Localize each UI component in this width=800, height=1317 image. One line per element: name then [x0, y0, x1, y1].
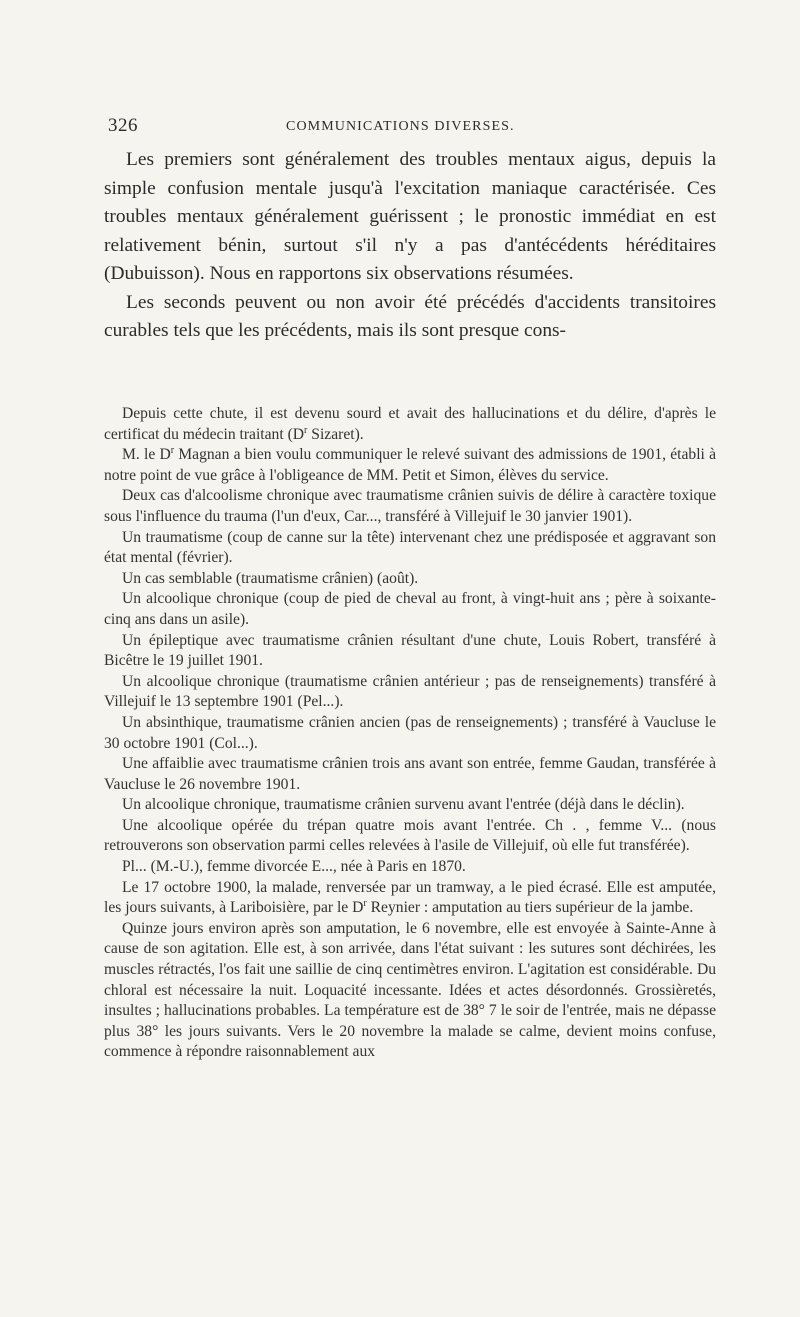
note-paragraph-15: Quinze jours environ après son amputation, le 6 novembre, elle est envoyée à Sainte-Anne à cause de son agitation. Elle est, à son arrivée, dans l'état suivant : les sutures sont déchirées, les muscles rétractés, l'os fait une saillie de cinq centimètres environ. L'agitation est considérable. Du chloral est nécessaire la nuit. Loquacité incessante. Idées et actes désordonnés. Grossièretés, insultes ; hallucinations probables. La température est de 38° 7 le soir de l'entrée, mais ne dépasse plus 38° les jours suivants. Vers le 20 novembre la malade se calme, devient moins confuse, commence à répondre raisonnablement aux	[104, 919, 716, 1061]
note-text: Reynier : amputation au tiers supérieur de la jambe.	[366, 899, 694, 917]
note-paragraph-9: Un absinthique, traumatisme crânien ancien (pas de renseignements) ; transféré à Vaucluse le 30 octobre 1901 (Col...).	[104, 713, 716, 752]
note-paragraph-14	[104, 878, 716, 919]
note-paragraph-3: Deux cas d'alcoolisme chronique avec traumatisme crânien suivis de délire à caractère toxique sous l'influence du trauma (l'un d'eux, Car..., transféré à Villejuif le 30 janvier 1901).	[104, 487, 716, 525]
page-number: 326	[108, 115, 138, 136]
note-paragraph-13: Pl... (M.-U.), femme divorcée E..., née à Paris en 1870.	[122, 858, 466, 876]
note-text: Depuis cette chute, il est devenu sourd et avait des hallucinations et du délire, d'après le certificat du médecin traitant (D	[104, 405, 716, 443]
body-paragraph-2: Les seconds peuvent ou non avoir été précédés d'accidents transitoires curables tels que les précédents, mais ils sont presque cons-	[104, 291, 716, 341]
note-paragraph-7: Un épileptique avec traumatisme crânien résultant d'une chute, Louis Robert, transféré à Bicêtre le 19 juillet 1901.	[104, 631, 716, 670]
superscript: r	[363, 898, 367, 910]
running-title: COMMUNICATIONS DIVERSES.	[286, 119, 515, 134]
note-paragraph-5: Un cas semblable (traumatisme crânien) (août).	[122, 569, 419, 587]
page-header	[108, 115, 716, 141]
note-paragraph-4: Un traumatisme (coup de canne sur la tête) intervenant chez une prédisposée et aggravant son état mental (février).	[104, 528, 716, 567]
note-paragraph-6: Un alcoolique chronique (coup de pied de cheval au front, à vingt-huit ans ; père à soixante-cinq ans dans un asile).	[104, 590, 716, 628]
note-paragraph-12: Une alcoolique opérée du trépan quatre mois avant l'entrée. Ch . , femme V... (nous retrouverons son observation parmi celles relevées à l'asile de Villejuif, où elle fut transférée).	[104, 816, 716, 855]
superscript: r	[170, 445, 175, 456]
body-paragraph-1: Les premiers sont généralement des troubles mentaux aigus, depuis la simple confusion mentale jusqu'à l'excitation maniaque caractérisée. Ces troubles mentaux généralement guérissent ; le pronostic immédiat en est relativement bénin, surtout s'il n'y a pas d'antécédents héréditaires (Dubuisson). Nous en rapportons six observations résumées.	[104, 149, 716, 284]
footnote-block	[104, 404, 716, 1063]
note-text: M. le D	[122, 446, 171, 464]
note-paragraph-1	[104, 404, 716, 445]
note-paragraph-11: Un alcoolique chronique, traumatisme crânien survenu avant l'entrée (déjà dans le déclin).	[122, 796, 685, 814]
main-body-text	[104, 146, 716, 346]
note-paragraph-2	[104, 445, 716, 486]
note-paragraph-8: Un alcoolique chronique (traumatisme crânien antérieur ; pas de renseignements) transféré à Villejuif le 13 septembre 1901 (Pel...).	[104, 672, 716, 711]
note-text: Magnan a bien voulu communiquer le relevé suivant des admissions de 1901, établi à notre point de vue grâce à l'obligeance de MM. Petit et Simon, élèves du service.	[104, 446, 717, 484]
note-text: Le 17 octobre 1900, la malade, renversée par un tramway, a le pied écrasé. Elle est amputée, les jours suivants, à Lariboisière, par le D	[104, 878, 716, 917]
note-paragraph-10: Une affaiblie avec traumatisme crânien trois ans avant son entrée, femme Gaudan, transférée à Vaucluse le 26 novembre 1901.	[104, 755, 716, 793]
superscript: r	[304, 424, 308, 436]
note-text: Sizaret).	[307, 425, 364, 443]
